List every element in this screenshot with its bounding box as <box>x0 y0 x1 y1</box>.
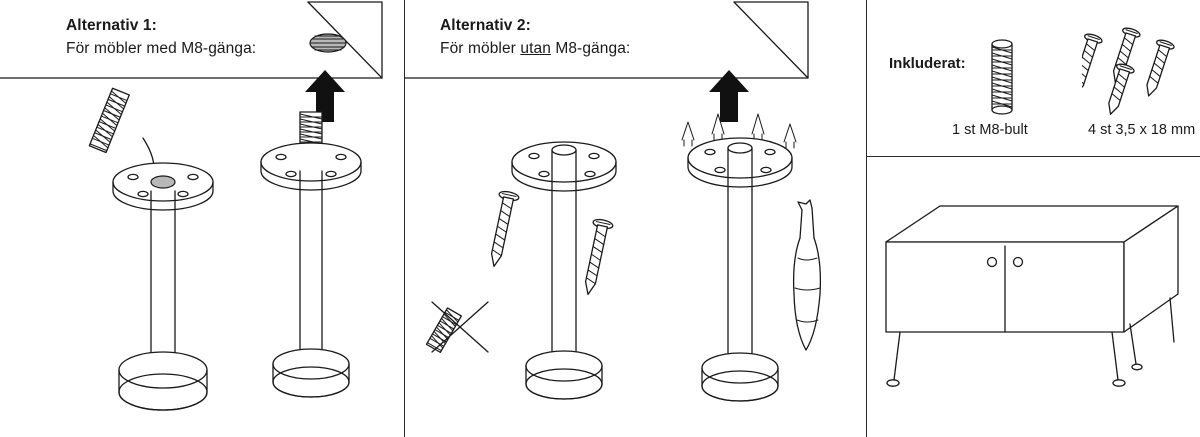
wood-screw-icon <box>1082 26 1200 118</box>
alt2-subheading-emphasis: utan <box>520 40 551 57</box>
included-title: Inkluderat: <box>889 55 966 72</box>
alt2-heading: Alternativ 2: <box>440 17 531 34</box>
wood-screw-icon <box>484 190 519 268</box>
panel-inkluderat <box>864 0 1200 437</box>
sideboard-cabinet-icon <box>878 194 1188 414</box>
threaded-hole-icon <box>307 30 349 56</box>
alt2-step-1-illustration <box>464 110 674 437</box>
alt2-subheading-part1: För möbler <box>440 40 521 57</box>
included-item-2-label: 4 st 3,5 x 18 mm <box>1088 122 1196 138</box>
alt1-step-2-illustration <box>242 110 412 430</box>
alt2-subheading-part2: M8-gänga: <box>550 40 631 57</box>
alt2-subheading <box>440 40 630 58</box>
alt1-heading: Alternativ 1: <box>66 17 157 34</box>
included-item-1-label: 1 st M8-bult <box>952 122 1028 138</box>
wood-screw-icon <box>578 218 613 296</box>
screwdriver-icon <box>784 198 844 368</box>
alt1-subheading-text: För möbler med M8-gänga: <box>66 40 257 57</box>
panel-alternativ-1 <box>0 0 404 437</box>
m8-bolt-icon <box>982 38 1022 118</box>
alt1-subheading <box>66 40 256 58</box>
panel-alternativ-2 <box>404 0 864 437</box>
